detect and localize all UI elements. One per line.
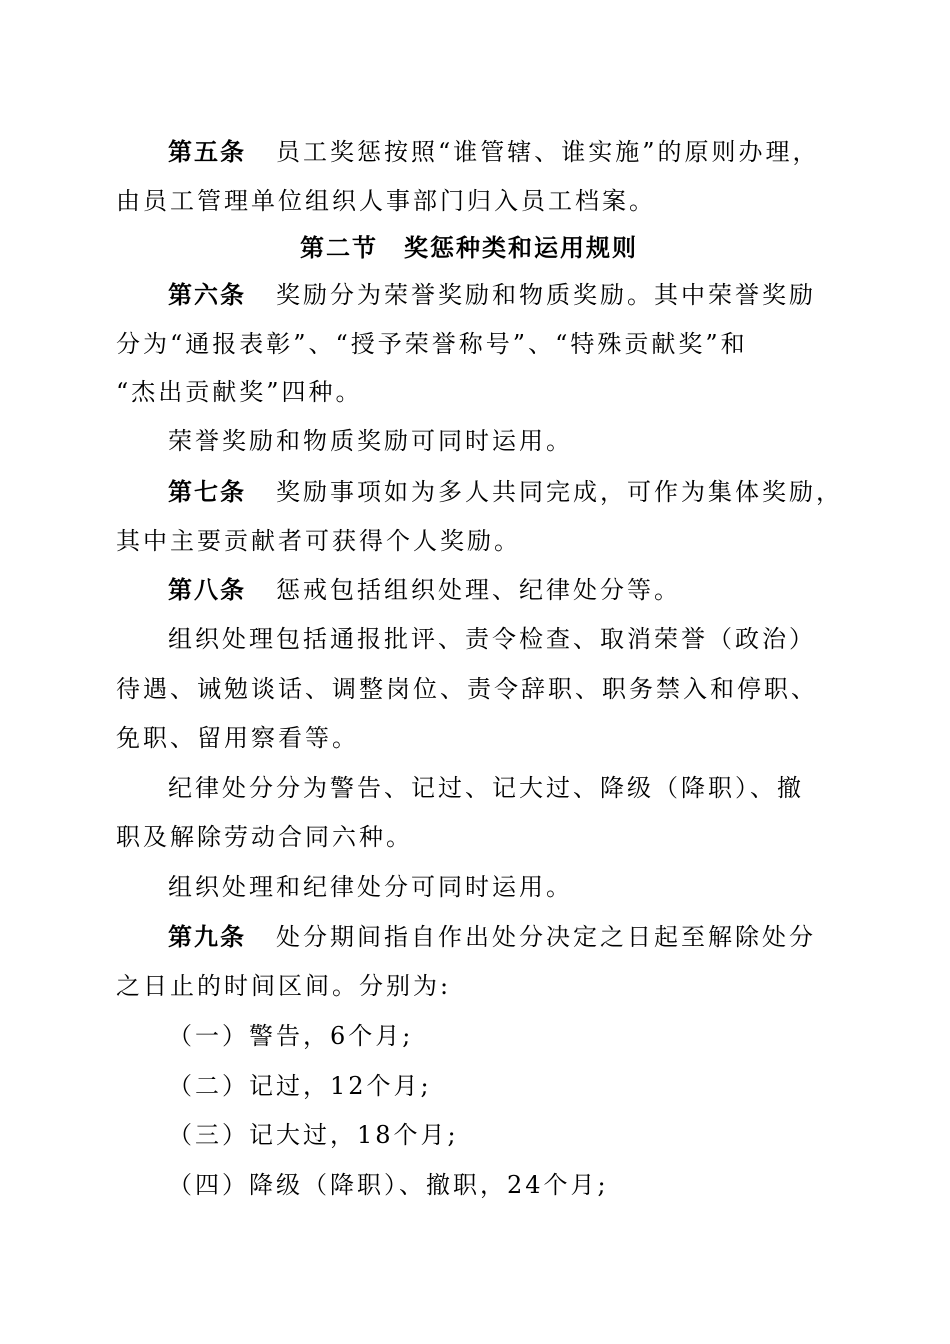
article-8-paragraph-2-line-3: 免职、留用察看等。: [116, 724, 359, 752]
article-8-text: 惩戒包括组织处理、纪律处分等。: [276, 576, 681, 604]
list-item: （二）记过，12个月;: [168, 1072, 432, 1100]
article-6-label: 第六条: [168, 281, 246, 309]
section-number: 第二节: [300, 234, 378, 262]
article-6-paragraph-2: 荣誉奖励和物质奖励可同时运用。: [168, 427, 573, 455]
article-7-label: 第七条: [168, 478, 246, 506]
article-8-paragraph-3-line-2: 职及解除劳动合同六种。: [116, 823, 413, 851]
article-5-text: 员工奖惩按照“谁管辖、谁实施”的原则办理，: [276, 138, 820, 166]
article-6-line-3: “杰出贡献奖”四种。: [116, 378, 363, 406]
article-6-line-1: [168, 278, 816, 312]
article-9-line-2: 之日止的时间区间。分别为:: [116, 972, 452, 1000]
article-6-line-2: 分为“通报表彰”、“授予荣誉称号”、“特殊贡献奖”和: [116, 330, 748, 358]
article-6-text: 奖励分为荣誉奖励和物质奖励。其中荣誉奖励: [276, 281, 816, 309]
section-heading: [300, 231, 638, 265]
section-title: 奖惩种类和运用规则: [404, 234, 638, 262]
article-9-line-1: [168, 920, 816, 954]
article-8-paragraph-2-line-1: 组织处理包括通报批评、责令检查、取消荣誉（政治）: [168, 625, 816, 653]
article-7-line-1: [168, 475, 843, 509]
article-8-paragraph-3-line-1: 纪律处分分为警告、记过、记大过、降级（降职）、撤: [168, 774, 804, 802]
article-8-paragraph-4: 组织处理和纪律处分可同时运用。: [168, 873, 573, 901]
article-9-text: 处分期间指自作出处分决定之日起至解除处分: [276, 923, 816, 951]
article-7-text: 奖励事项如为多人共同完成，可作为集体奖励，: [276, 478, 843, 506]
list-item: （三）记大过，18个月;: [168, 1121, 459, 1149]
article-8-line-1: [168, 573, 681, 607]
article-9-label: 第九条: [168, 923, 246, 951]
list-item: （一）警告，6个月;: [168, 1022, 414, 1050]
article-8-paragraph-2-line-2: 待遇、诫勉谈话、调整岗位、责令辞职、职务禁入和停职、: [116, 675, 818, 703]
article-5-line-1: [168, 135, 820, 169]
article-5-label: 第五条: [168, 138, 246, 166]
article-7-line-2: 其中主要贡献者可获得个人奖励。: [116, 527, 521, 555]
article-8-label: 第八条: [168, 576, 246, 604]
article-5-line-2: 由员工管理单位组织人事部门归入员工档案。: [116, 187, 656, 215]
list-item: （四）降级（降职）、撤职，24个月;: [168, 1171, 609, 1199]
